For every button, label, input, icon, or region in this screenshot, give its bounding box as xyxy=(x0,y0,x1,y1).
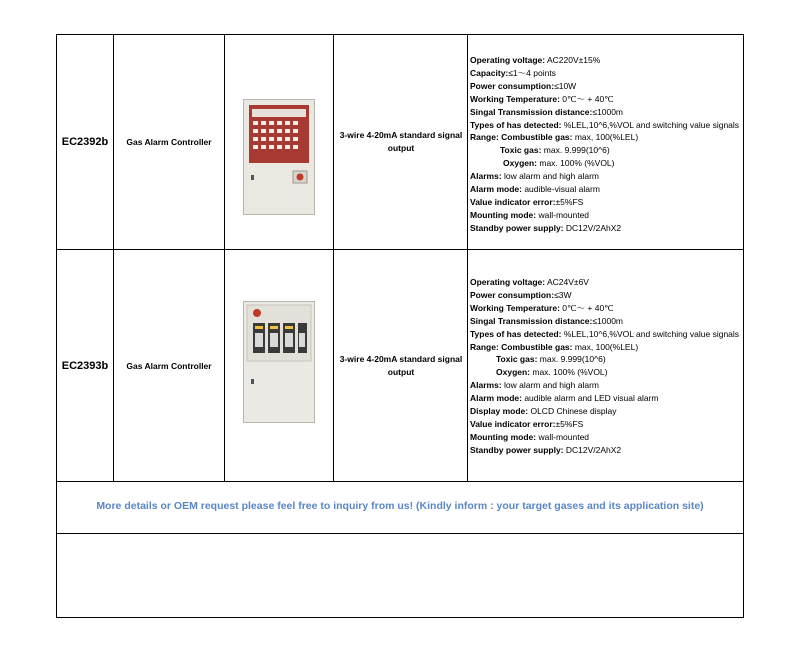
column-divider xyxy=(333,35,334,481)
spec-line: Alarms: low alarm and high alarm xyxy=(470,171,599,182)
spec-line: Singal Transmission distance:≤1000m xyxy=(470,106,623,117)
gas-alarm-controller-image xyxy=(243,301,315,423)
model-number: EC2392b xyxy=(61,136,109,148)
spec-line: Standby power supply: DC12V/2AhX2 xyxy=(470,444,622,455)
spec-line: Alarm mode: audible alarm and LED visual alarm xyxy=(470,393,659,404)
spec-line: Operating voltage: AC24V±6V xyxy=(470,277,589,287)
spec-line: Power consumption:≤10W xyxy=(470,80,577,91)
spec-line: Standby power supply: DC12V/2AhX2 xyxy=(470,222,622,233)
spec-line: Power consumption:≤3W xyxy=(470,289,572,300)
spec-line: Working Temperature: 0℃～ + 40℃ xyxy=(470,302,614,313)
spec-line: Display mode: OLCD Chinese display xyxy=(470,406,617,417)
spec-line: Oxygen: max. 100% (%VOL) xyxy=(503,158,615,169)
spec-line: Value indicator error:±5%FS xyxy=(470,196,584,207)
product-name: Gas Alarm Controller xyxy=(126,137,212,147)
model-number: EC2393b xyxy=(61,359,109,372)
gas-alarm-controller-image xyxy=(243,99,315,215)
column-divider xyxy=(467,35,468,481)
spec-list xyxy=(470,54,739,235)
product-spec-table xyxy=(56,34,744,618)
spec-line: Range: Combustible gas: max, 100(%LEL) xyxy=(470,132,639,143)
product-name: Gas Alarm Controller xyxy=(126,360,212,371)
spec-line: Alarms: low alarm and high alarm xyxy=(470,380,599,391)
spec-line: Oxygen: max. 100% (%VOL) xyxy=(496,367,608,378)
spec-list xyxy=(470,276,739,457)
spec-line: Range: Combustible gas: max, 100(%LEL) xyxy=(470,341,639,352)
spec-line: Toxic gas: max. 9.999(10^6) xyxy=(496,354,606,365)
spec-line: Singal Transmission distance:≤1000m xyxy=(470,315,623,326)
spec-line: Mounting mode: wall-mounted xyxy=(470,209,590,220)
inquiry-message: More details or OEM request please feel free to inquiry from us! (Kindly inform : your target gases and its application site) xyxy=(96,500,704,512)
spec-line: Toxic gas: max. 9.999(10^6) xyxy=(500,145,610,156)
signal-output: 3-wire 4-20mA standard signal output xyxy=(339,353,463,377)
spec-line: Operating voltage: AC220V±15% xyxy=(470,55,601,65)
spec-line: Mounting mode: wall-mounted xyxy=(470,431,590,442)
spec-line: Alarm mode: audible-visual alarm xyxy=(470,184,600,195)
spec-line: Types of has detected: %LEL,10^6,%VOL and switching value signals xyxy=(470,328,740,339)
spec-line: Capacity:≤1～4 points xyxy=(470,67,556,78)
spec-line: Types of has detected: %LEL,10^6,%VOL and switching value signals xyxy=(470,119,740,130)
row-divider xyxy=(57,481,743,482)
signal-output: 3-wire 4-20mA standard signal output xyxy=(339,130,463,153)
spec-line: Working Temperature: 0℃～ + 40℃ xyxy=(470,93,614,104)
spec-line: Value indicator error:±5%FS xyxy=(470,418,584,429)
column-divider xyxy=(224,35,225,481)
empty-row xyxy=(57,534,743,617)
